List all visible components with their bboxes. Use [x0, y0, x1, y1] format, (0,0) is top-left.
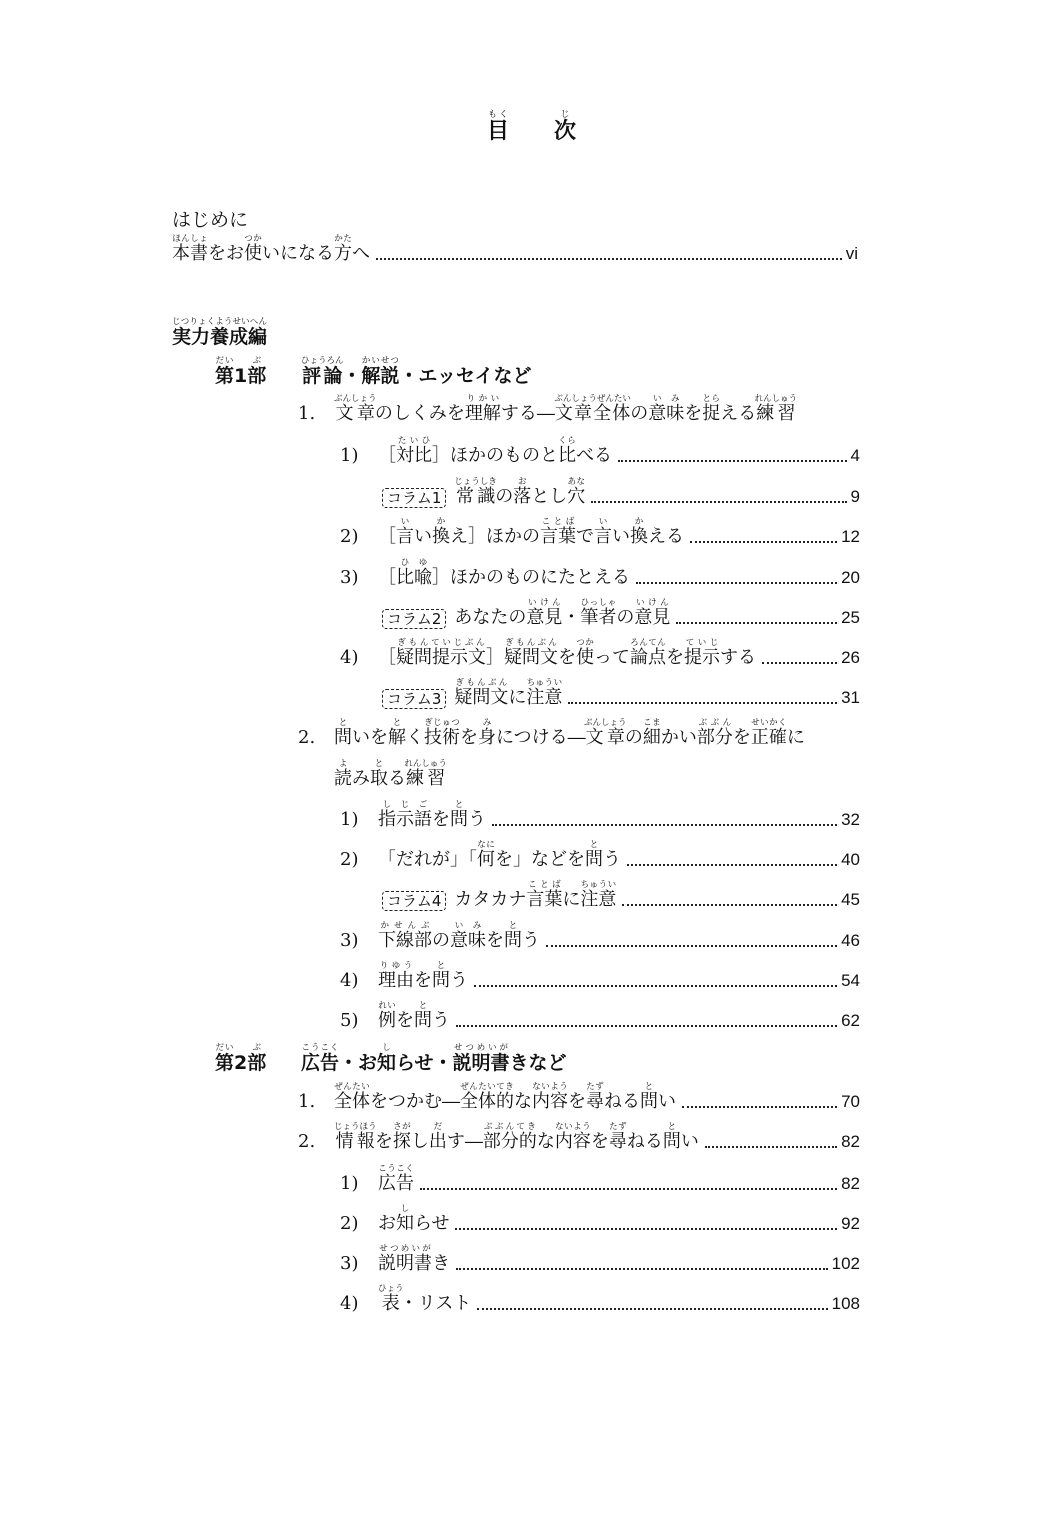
chapter-2-title-cont [334, 759, 447, 790]
part-title: 広告こうこく・お知しらせ・説明書せつめいがきなど [301, 1043, 567, 1074]
leader-dots [690, 540, 837, 543]
item-number: 1) [340, 1173, 359, 1194]
leader-dots [492, 823, 837, 826]
chapter-number: 2. [298, 727, 316, 748]
toc-entry-text: 表ひょう・リスト [378, 1284, 472, 1314]
page-number: 46 [841, 931, 860, 950]
part-1-heading [215, 356, 531, 388]
toc-entry-text: ［比喩ひゆ］ほかのものにたとえる [378, 558, 630, 588]
part-2-heading [215, 1043, 567, 1075]
toc-entry-text: カタカナ言葉ことばに注意ちゅうい [454, 880, 617, 910]
page-number: 12 [841, 527, 860, 546]
toc-item-ch1-7[interactable] [382, 678, 860, 709]
chapter-title-continued: 読よみ取とる練習れんしゅう [334, 759, 447, 789]
leader-dots [591, 500, 846, 503]
page-number: 102 [831, 1254, 860, 1273]
toc-entry-text: 常識じょうしきの落おとし穴あな [454, 477, 586, 507]
part-title: 評論ひょうろん・解説かいせつ・エッセイなど [301, 356, 532, 387]
page-number: 108 [831, 1294, 860, 1313]
leader-dots [376, 257, 842, 260]
toc-entry-text: 疑問文ぎもんぶんに注意ちゅうい [454, 678, 563, 708]
page-number: 92 [841, 1214, 860, 1233]
page-number: 40 [841, 850, 860, 869]
toc-item-ch2-2[interactable] [340, 840, 860, 871]
toc-chapter-p2-1[interactable] [298, 1082, 860, 1113]
leader-dots [546, 944, 837, 947]
chapter-title: 文章ぶんしょうのしくみを理解りかいする―文章全体ぶんしょうぜんたいの意味いみを捉とらえる練習れんしゅう [334, 394, 798, 424]
toc-entry-text: ［言いい換かえ］ほかの言葉ことばで言いい換かえる [378, 517, 684, 547]
leader-dots [455, 1227, 837, 1230]
item-number: 3) [340, 567, 359, 588]
leader-dots [622, 903, 837, 906]
item-number: 5) [340, 1010, 359, 1031]
toc-entry-text: 下線部かせんぶの意味いみを問とう [378, 921, 540, 951]
chapter-title: 問といを解とく技術ぎじゅつを身みにつける―文章ぶんしょうの細こまかい部分ぶぶんを正確せいかくに [334, 718, 805, 748]
item-number: 4) [340, 1293, 359, 1314]
item-number: 2. [298, 1131, 316, 1152]
leader-dots [474, 984, 837, 987]
part-label: 第だい1部ぶ [215, 356, 267, 387]
leader-dots [762, 661, 837, 664]
item-number: 1) [340, 445, 359, 466]
page-number: 31 [841, 688, 860, 707]
leader-dots [676, 621, 837, 624]
leader-dots [477, 1307, 827, 1310]
leader-dots [456, 1267, 828, 1270]
toc-entry-intro[interactable] [172, 234, 858, 265]
toc-item-ch2-1[interactable] [340, 800, 860, 831]
title-char-2: 次じ [554, 110, 577, 144]
page-number: 45 [841, 890, 860, 909]
item-number: 2) [340, 526, 359, 547]
leader-dots [636, 581, 837, 584]
page-number: 25 [841, 608, 860, 627]
toc-entry-text: お知しらせ [378, 1204, 450, 1234]
toc-entry-text: 理由りゆうを問とう [378, 961, 468, 991]
item-number: 2) [340, 849, 359, 870]
item-number: 1) [340, 809, 359, 830]
toc-item-ch2-5[interactable] [340, 961, 860, 992]
column-badge: コラム3 [382, 689, 446, 709]
item-number: 4) [340, 970, 359, 991]
page-number: 54 [841, 971, 860, 990]
page-number: 82 [841, 1132, 860, 1151]
title-char-1: 目もく [486, 110, 509, 144]
column-badge: コラム2 [382, 609, 446, 629]
toc-item-ch2-3[interactable] [382, 880, 860, 911]
item-number: 1. [298, 1091, 316, 1112]
chapter-1[interactable] [298, 394, 797, 425]
toc-entry-text: 例れいを問とう [378, 1001, 450, 1031]
toc-entry-text: ［対比たいひ］ほかのものと比くらべる [378, 436, 612, 466]
part-label: 第だい2部ぶ [215, 1043, 267, 1074]
page-number: 26 [841, 648, 860, 667]
toc-item-ch2-6[interactable] [340, 1001, 860, 1032]
item-number: 3) [340, 1253, 359, 1274]
toc-item-ch2-4[interactable] [340, 921, 860, 952]
toc-item-ch1-3[interactable] [340, 517, 860, 548]
page-number: 70 [841, 1092, 860, 1111]
toc-item-p2-3[interactable] [340, 1244, 860, 1275]
section-title: 実力養成編じつりょくようせいへん [172, 317, 268, 348]
page-number: 20 [841, 568, 860, 587]
page-number: vi [845, 244, 858, 263]
toc-item-ch1-2[interactable] [382, 477, 860, 508]
toc-entry-text: 「だれが」「何なにを」などを問とう [378, 840, 621, 870]
item-number: 2) [340, 1213, 359, 1234]
toc-item-p2-2[interactable] [340, 1204, 860, 1235]
leader-dots [627, 863, 837, 866]
column-badge: コラム1 [382, 488, 446, 508]
toc-entry-text: 全体ぜんたいをつかむ―全体的ぜんたいてきな内容ないようを尋たずねる問とい [334, 1082, 676, 1112]
toc-entry-text: 指示語しじごを問とう [378, 800, 486, 830]
page-number: 62 [841, 1011, 860, 1030]
leader-dots [618, 459, 847, 462]
toc-item-ch1-5[interactable] [382, 598, 860, 629]
toc-entry-text: 情報じょうほうを探さがし出だす―部分的ぶぶんてきな内容ないようを尋たずねる問とい [334, 1122, 699, 1152]
toc-item-ch1-6[interactable] [340, 638, 860, 669]
leader-dots [705, 1145, 837, 1148]
toc-item-p2-4[interactable] [340, 1284, 860, 1315]
chapter-number: 1. [298, 403, 316, 424]
toc-entry-text: あなたの意見いけん・筆者ひっしゃの意見いけん [454, 598, 671, 628]
leader-dots [420, 1187, 837, 1190]
leader-dots [456, 1024, 837, 1027]
item-number: 3) [340, 930, 359, 951]
toc-entry-text: ［疑問提示文ぎもんていじぶん］疑問文ぎもんぶんを使つかって論点ろんてんを提示ていじする [378, 638, 756, 668]
column-badge: コラム4 [382, 891, 446, 911]
toc-item-p2-1[interactable] [340, 1164, 860, 1195]
page-number: 32 [841, 810, 860, 829]
toc-item-ch1-1[interactable] [340, 436, 860, 467]
leader-dots [682, 1105, 837, 1108]
toc-chapter-p2-2[interactable] [298, 1122, 860, 1153]
toc-entry-text: 本書ほんしょをお使つかいになる方かたへ [172, 234, 370, 264]
toc-item-ch1-4[interactable] [340, 558, 860, 589]
page-title [0, 110, 1063, 145]
item-number: 4) [340, 647, 359, 668]
page-number: 82 [841, 1174, 860, 1193]
toc-entry-text: 説明書せつめいがき [378, 1244, 450, 1274]
page-number: 9 [850, 487, 860, 506]
page-number: 4 [850, 446, 860, 465]
leader-dots [568, 701, 837, 704]
toc-entry-text: 広告こうこく [378, 1164, 414, 1194]
chapter-2[interactable] [298, 718, 805, 749]
intro-heading: はじめに [172, 209, 249, 231]
